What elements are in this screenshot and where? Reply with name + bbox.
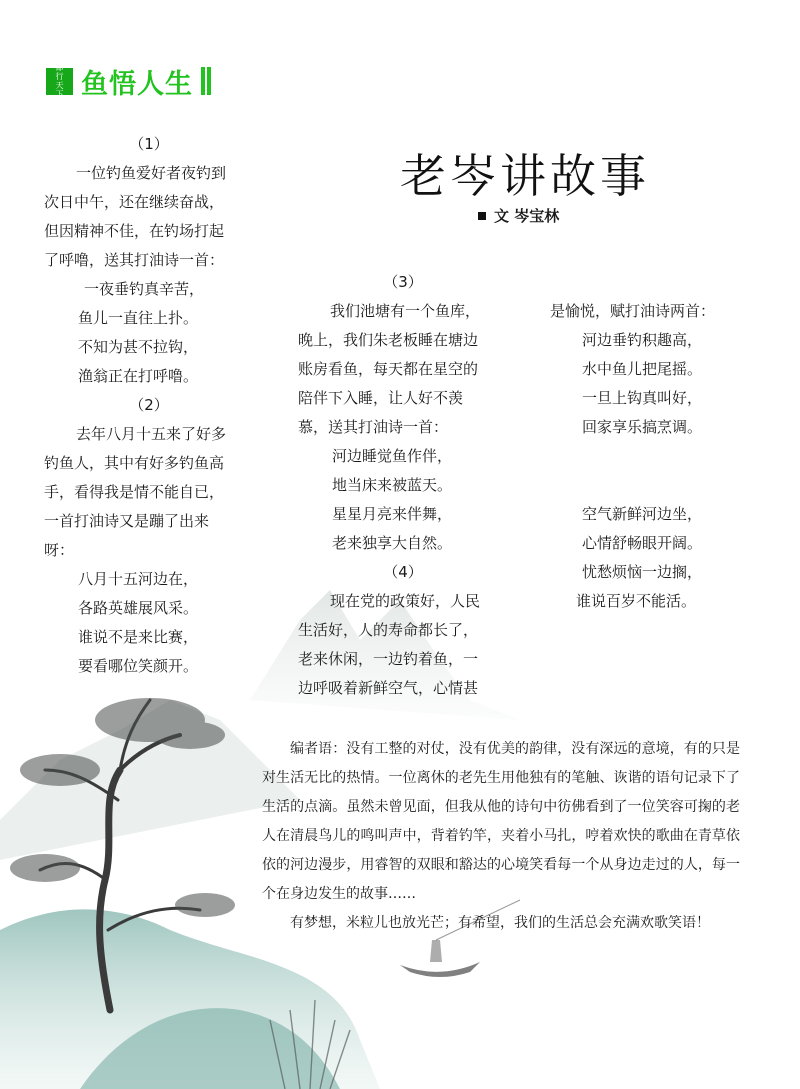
part-number: （2）: [129, 396, 169, 414]
badge-char: 下: [55, 90, 64, 99]
paragraph-line: 呀：: [44, 541, 75, 559]
middle-column: [298, 268, 508, 703]
part-number: （3）: [383, 273, 423, 291]
paragraph-line: 现在党的政策好，人民: [330, 592, 481, 610]
verse-line: 八月十五河边在，: [78, 570, 199, 588]
verse-line: 空气新鲜河边坐，: [582, 505, 703, 523]
byline-square-icon: [478, 212, 486, 220]
part-number: （1）: [129, 135, 169, 153]
verse-line: 心情舒畅眼开阔。: [582, 534, 703, 552]
verse-line: 一旦上钩真叫好，: [582, 389, 703, 407]
editor-note-paragraph: 编者语：没有工整的对仗，没有优美的韵律，没有深远的意境，有的只是对生活无比的热情。一位离休的老先生用他独有的笔触、诙谐的语句记录下了生活的点滴。虽然未曾见面，但我从他的诗句中彷佛看到了一位笑容可掬的老人在清晨鸟儿的鸣叫声中，背着钓竿，夹着小马扎，哼着欢快的歌曲在青草依依的河边漫步，用睿智的双眼和豁达的心境笑看每一个从身边走过的人，每一个在身边发生的故事……: [262, 741, 740, 902]
column-badge: [46, 63, 73, 99]
section-title: 鱼悟人生: [81, 68, 193, 100]
paragraph-line: 账房看鱼，每天都在星空的: [298, 360, 479, 378]
verse-line: 星星月亮来伴舞，: [332, 505, 453, 523]
paragraph-line: 晚上，我们朱老板睡在塘边: [298, 331, 479, 349]
badge-char: 行: [55, 72, 64, 81]
byline-text: 文 岑宝林: [494, 207, 560, 225]
verse-line: 不知为甚不拉钩，: [78, 338, 199, 356]
verse-line: 渔翁正在打呼噜。: [78, 367, 199, 385]
paragraph-line: 陪伴下入睡，让人好不羡: [298, 389, 464, 407]
paragraph-line: 一位钓鱼爱好者夜钓到: [76, 164, 227, 182]
byline: [478, 205, 559, 226]
paragraph-line: 是愉悦，赋打油诗两首：: [550, 302, 716, 320]
verse-line: 要看哪位笑颜开。: [78, 657, 199, 675]
section-header: [46, 64, 213, 98]
verse-line: 河边睡觉鱼作伴，: [332, 447, 453, 465]
verse-line: 一夜垂钓真辛苦，: [84, 280, 205, 298]
verse-line: 谁说不是来比赛，: [78, 628, 199, 646]
paragraph-line: 了呼噜，送其打油诗一首：: [44, 251, 225, 269]
verse-line: 鱼儿一直往上扑。: [78, 309, 199, 327]
paragraph-line: 边呼吸着新鲜空气，心情甚: [298, 679, 479, 697]
verse-line: 谁说百岁不能活。: [576, 592, 697, 610]
verse-line: 忧愁烦恼一边搁，: [582, 563, 703, 581]
verse-line: 地当床来被蓝天。: [332, 476, 453, 494]
editor-note-paragraph: 有梦想，米粒儿也放光芒；有希望，我们的生活总会充满欢歌笑语！: [290, 915, 710, 931]
part-number: （4）: [383, 563, 423, 581]
left-column: [44, 130, 254, 681]
badge-char: 天: [55, 81, 64, 90]
paragraph-line: 慕，送其打油诗一首：: [298, 418, 449, 436]
paragraph-line: 次日中午，还在继续奋战，: [44, 193, 225, 211]
section-bars: [201, 67, 213, 95]
article-title: 老岑讲故事: [400, 149, 650, 203]
verse-line: 回家享乐搞烹调。: [582, 418, 703, 436]
editor-note: [262, 735, 740, 938]
verse-gap: [550, 442, 770, 500]
verse-line: 水中鱼儿把尾摇。: [582, 360, 703, 378]
paragraph-line: 但因精神不佳，在钓场打起: [44, 222, 225, 240]
paragraph-line: 生活好，人的寿命都长了，: [298, 621, 479, 639]
right-column: [550, 297, 770, 616]
verse-line: 河边垂钓积趣高，: [582, 331, 703, 349]
verse-line: 老来独享大自然。: [332, 534, 453, 552]
badge-char: 都: [55, 63, 64, 72]
paragraph-line: 去年八月十五来了好多: [76, 425, 227, 443]
paragraph-line: 手，看得我是情不能自已，: [44, 483, 225, 501]
paragraph-line: 一首打油诗又是蹦了出来: [44, 512, 210, 530]
paragraph-line: 我们池塘有一个鱼库，: [330, 302, 481, 320]
paragraph-line: 钓鱼人，其中有好多钓鱼高: [44, 454, 225, 472]
verse-line: 各路英雄展风采。: [78, 599, 199, 617]
paragraph-line: 老来休闲，一边钓着鱼，一: [298, 650, 479, 668]
